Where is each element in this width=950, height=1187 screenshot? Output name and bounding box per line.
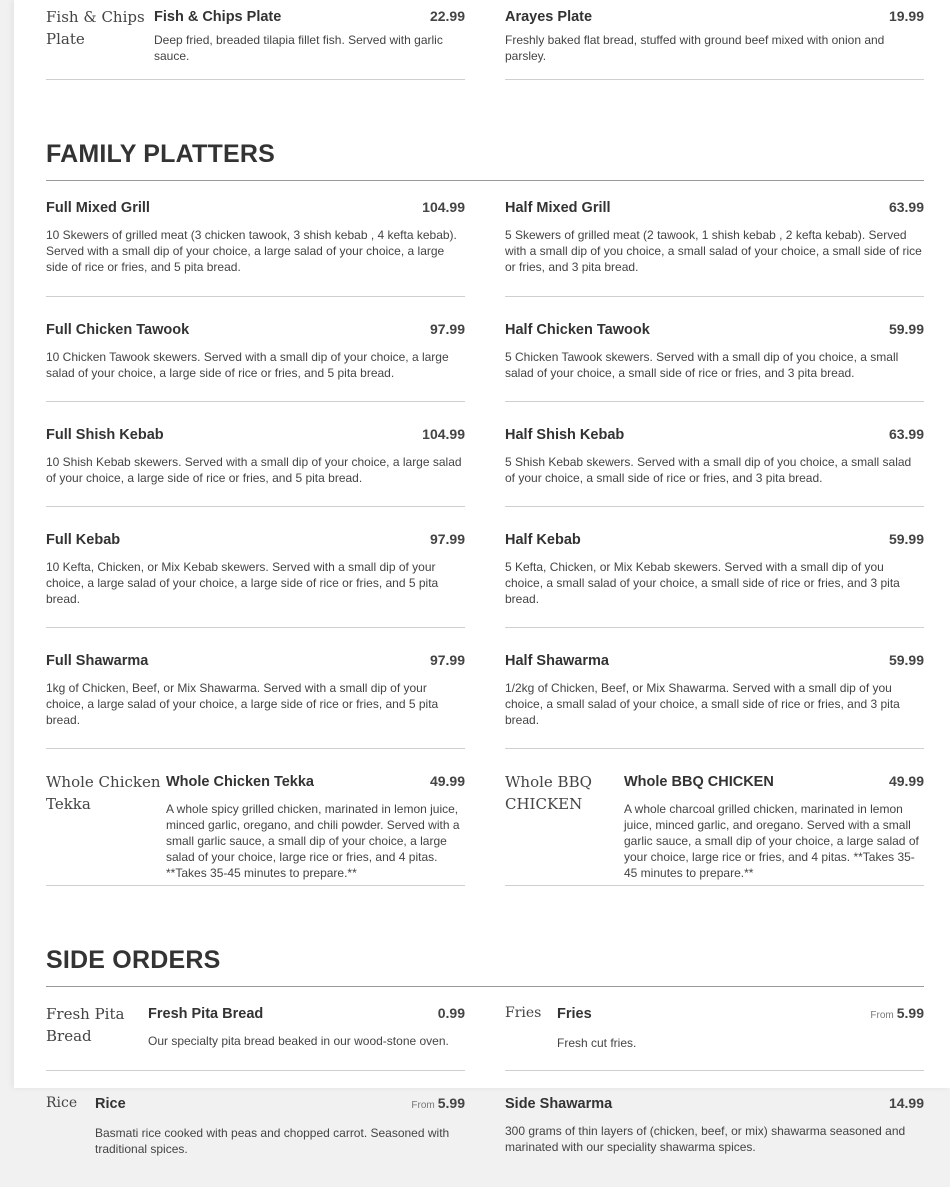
section-title: FAMILY PLATTERS bbox=[46, 140, 275, 168]
menu-item[interactable] bbox=[46, 1087, 465, 1187]
item-header bbox=[46, 426, 465, 443]
item-header bbox=[166, 773, 465, 790]
item-description: A whole charcoal grilled chicken, marinated in lemon juice, minced garlic, and oregano. Served with a small garlic sauce, a small dip of your choice, a large salad of your choice, large rice or fries, and 4 pitas. **Takes 35-45 minutes to prepare.** bbox=[624, 802, 919, 880]
item-price: 49.99 bbox=[888, 773, 924, 789]
item-description: Deep fried, breaded tilapia fillet fish. Served with garlic sauce. bbox=[154, 33, 443, 63]
item-name: Half Shish Kebab bbox=[505, 427, 625, 443]
item-name: Fish & Chips Plate bbox=[154, 9, 282, 25]
item-image-placeholder: Fries bbox=[505, 1005, 542, 1021]
family-platters-grid bbox=[46, 191, 924, 886]
menu-item-fish-chips[interactable] bbox=[46, 0, 465, 80]
item-description: 5 Chicken Tawook skewers. Served with a small dip of you choice, a small salad of your choice, a small side of rice or fries, and 3 pita bread. bbox=[505, 350, 899, 380]
item-header bbox=[557, 1005, 924, 1022]
menu-item[interactable] bbox=[505, 644, 924, 749]
item-name: Half Chicken Tawook bbox=[505, 322, 650, 338]
item-header bbox=[46, 199, 465, 216]
item-price: 0.99 bbox=[437, 1005, 465, 1021]
item-price: 19.99 bbox=[888, 8, 924, 24]
item-price: 104.99 bbox=[422, 199, 465, 215]
item-header bbox=[46, 531, 465, 548]
item-description: Our specialty pita bread beaked in our wood-stone oven. bbox=[148, 1034, 449, 1048]
item-name: Full Shawarma bbox=[46, 653, 149, 669]
item-description: 5 Kefta, Chicken, or Mix Kebab skewers. Served with a small dip of you choice, a small salad of your choice, a small side of rice or fries, and 3 pita bread. bbox=[505, 560, 900, 606]
menu-item[interactable] bbox=[46, 644, 465, 749]
price-value: 5.99 bbox=[437, 1095, 465, 1111]
menu-item[interactable] bbox=[505, 997, 924, 1071]
item-name: Full Mixed Grill bbox=[46, 200, 150, 216]
item-body bbox=[46, 426, 465, 506]
menu-item[interactable] bbox=[46, 418, 465, 507]
item-price: 22.99 bbox=[429, 8, 465, 24]
item-body bbox=[505, 8, 924, 79]
item-header bbox=[505, 426, 924, 443]
menu-grid-top bbox=[46, 0, 924, 80]
section-title: SIDE ORDERS bbox=[46, 946, 221, 974]
item-body bbox=[46, 321, 465, 401]
price-prefix: From bbox=[411, 1100, 435, 1111]
menu-item[interactable] bbox=[505, 313, 924, 402]
menu-item[interactable] bbox=[505, 191, 924, 297]
menu-item[interactable] bbox=[46, 765, 465, 886]
price-value: 5.99 bbox=[896, 1005, 924, 1021]
item-name: Half Kebab bbox=[505, 532, 581, 548]
item-description: 5 Shish Kebab skewers. Served with a small dip of you choice, a small salad of your choice, a small side of rice or fries, and 3 pita bread. bbox=[505, 455, 912, 485]
section-family-platters bbox=[46, 140, 924, 886]
item-body bbox=[505, 1095, 924, 1187]
item-price: 97.99 bbox=[429, 652, 465, 668]
item-description: 10 Chicken Tawook skewers. Served with a small dip of your choice, a large salad of your choice, a large side of rice or fries, and 5 pita bread. bbox=[46, 350, 449, 380]
item-body bbox=[166, 773, 465, 885]
item-body bbox=[624, 773, 924, 885]
item-header bbox=[46, 652, 465, 669]
item-description: 300 grams of thin layers of (chicken, beef, or mix) shawarma seasoned and marinated with our speciality shawarma spices. bbox=[505, 1124, 906, 1154]
menu-item[interactable] bbox=[505, 765, 924, 886]
menu-item[interactable] bbox=[505, 418, 924, 507]
item-body bbox=[505, 531, 924, 627]
item-body bbox=[505, 426, 924, 506]
item-price: 49.99 bbox=[429, 773, 465, 789]
item-body bbox=[46, 531, 465, 627]
menu-item[interactable] bbox=[46, 313, 465, 402]
item-price: 59.99 bbox=[888, 652, 924, 668]
item-name: Whole BBQ CHICKEN bbox=[624, 774, 774, 790]
item-description: 5 Skewers of grilled meat (2 tawook, 1 shish kebab , 2 kefta kebab). Served with a small dip of you choice, a small salad of your choice, a small side of rice or fries, and 3 pita bread. bbox=[505, 228, 922, 274]
item-name: Full Shish Kebab bbox=[46, 427, 164, 443]
item-price: 104.99 bbox=[422, 426, 465, 442]
item-image-placeholder: Whole Chicken Tekka bbox=[46, 773, 161, 813]
item-price: 63.99 bbox=[888, 199, 924, 215]
menu-content bbox=[46, 0, 924, 1187]
item-description: 1/2kg of Chicken, Beef, or Mix Shawarma. Served with a small dip of you choice, a small salad of your choice, a small side of rice or fries, and 3 pita bread. bbox=[505, 681, 900, 727]
item-name: Side Shawarma bbox=[505, 1096, 613, 1112]
item-price bbox=[411, 1095, 465, 1111]
item-name: Rice bbox=[95, 1096, 126, 1112]
price-prefix: From bbox=[870, 1010, 894, 1021]
item-name: Full Chicken Tawook bbox=[46, 322, 190, 338]
item-header bbox=[505, 199, 924, 216]
item-body bbox=[557, 1005, 924, 1070]
menu-page bbox=[14, 0, 950, 1156]
item-name: Half Shawarma bbox=[505, 653, 609, 669]
item-description: 10 Kefta, Chicken, or Mix Kebab skewers. Served with a small dip of your choice, a large salad of your choice, a large side of rice or fries, and 5 pita bread. bbox=[46, 560, 439, 606]
item-description: Fresh cut fries. bbox=[557, 1036, 637, 1050]
item-header bbox=[624, 773, 924, 790]
item-name: Half Mixed Grill bbox=[505, 200, 611, 216]
item-header bbox=[154, 8, 465, 25]
menu-item[interactable] bbox=[46, 191, 465, 297]
item-header bbox=[148, 1005, 465, 1022]
item-body bbox=[154, 8, 465, 79]
item-header bbox=[95, 1095, 465, 1112]
item-image-placeholder: Rice bbox=[46, 1095, 78, 1111]
item-description: 1kg of Chicken, Beef, or Mix Shawarma. Served with a small dip of your choice, a large salad of your choice, a large side of rice or fries, and 5 pita bread. bbox=[46, 681, 439, 727]
item-description: 10 Shish Kebab skewers. Served with a small dip of your choice, a large salad of your choice, a large side of rice or fries, and 5 pita bread. bbox=[46, 455, 462, 485]
item-image-placeholder: Fish & Chips Plate bbox=[46, 8, 145, 48]
item-price: 59.99 bbox=[888, 531, 924, 547]
side-orders-grid bbox=[46, 997, 924, 1187]
item-body bbox=[46, 199, 465, 296]
menu-item-arayes[interactable] bbox=[505, 0, 924, 80]
item-description: 10 Skewers of grilled meat (3 chicken tawook, 3 shish kebab , 4 kefta kebab). Served with a small dip of your choice, a large salad of your choice, a large side of rice or fries, and 5 pita bread. bbox=[46, 228, 457, 274]
item-name: Fresh Pita Bread bbox=[148, 1006, 264, 1022]
item-price: 59.99 bbox=[888, 321, 924, 337]
item-name: Arayes Plate bbox=[505, 9, 593, 25]
item-description: A whole spicy grilled chicken, marinated in lemon juice, minced garlic, oregano, and chili powder. Served with a small garlic sauce, a small dip of your choice, a large salad of your choice, large rice or fries, and 4 pitas. **Takes 35-45 minutes to prepare.** bbox=[166, 802, 460, 880]
item-price: 97.99 bbox=[429, 531, 465, 547]
item-name: Fries bbox=[557, 1006, 592, 1022]
item-name: Full Kebab bbox=[46, 532, 121, 548]
menu-item[interactable] bbox=[505, 523, 924, 628]
item-body bbox=[505, 321, 924, 401]
item-description: Freshly baked flat bread, stuffed with ground beef mixed with onion and parsley. bbox=[505, 33, 885, 63]
menu-item[interactable] bbox=[46, 523, 465, 628]
item-price: 97.99 bbox=[429, 321, 465, 337]
menu-item[interactable] bbox=[505, 1087, 924, 1187]
item-header bbox=[505, 8, 924, 25]
item-header bbox=[505, 1095, 924, 1112]
item-description: Basmati rice cooked with peas and chopped carrot. Seasoned with traditional spices. bbox=[95, 1126, 450, 1156]
item-body bbox=[505, 652, 924, 748]
section-divider bbox=[46, 986, 924, 987]
item-body bbox=[148, 1005, 465, 1070]
item-image-placeholder: Whole BBQ CHICKEN bbox=[505, 773, 592, 813]
item-image-placeholder: Fresh Pita Bread bbox=[46, 1005, 125, 1045]
item-body bbox=[95, 1095, 465, 1187]
item-header bbox=[505, 652, 924, 669]
item-header bbox=[46, 321, 465, 338]
section-divider bbox=[46, 180, 924, 181]
item-price: 14.99 bbox=[888, 1095, 924, 1111]
item-name: Whole Chicken Tekka bbox=[166, 774, 314, 790]
menu-item[interactable] bbox=[46, 997, 465, 1071]
item-price bbox=[870, 1005, 924, 1021]
item-header bbox=[505, 531, 924, 548]
item-body bbox=[46, 652, 465, 748]
item-body bbox=[505, 199, 924, 296]
item-header bbox=[505, 321, 924, 338]
section-side-orders bbox=[46, 946, 924, 1187]
item-price: 63.99 bbox=[888, 426, 924, 442]
